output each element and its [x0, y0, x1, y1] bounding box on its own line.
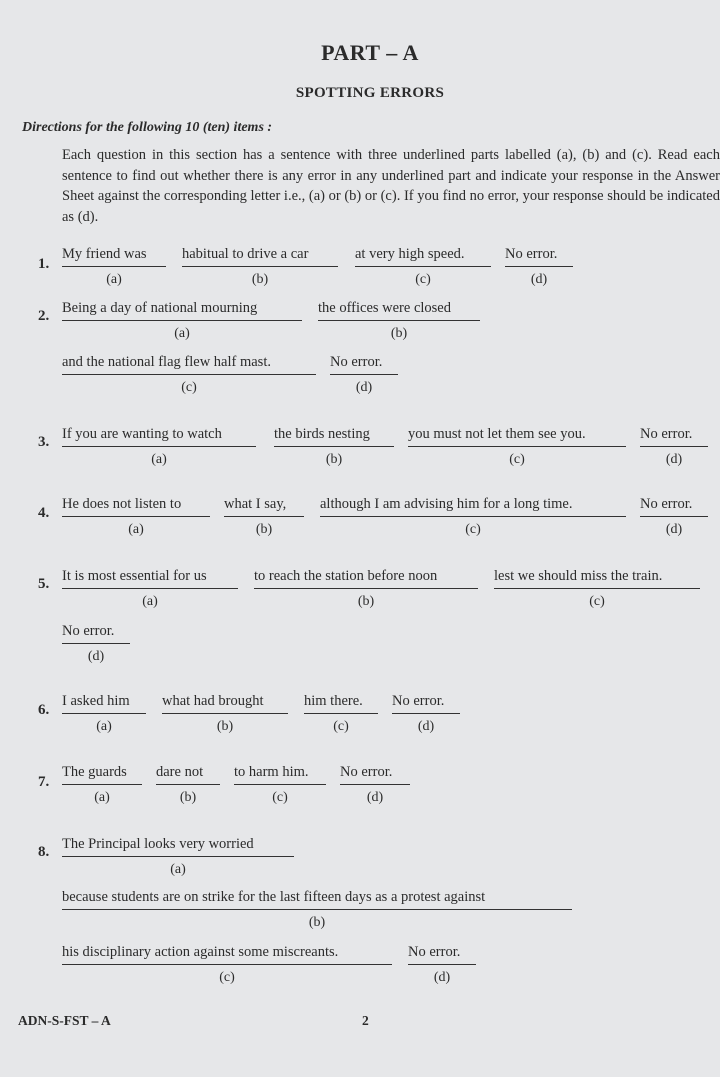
part-label-b: (b)	[390, 326, 408, 341]
question-part-b: the birds nesting	[274, 426, 394, 447]
page-number: 2	[362, 1013, 369, 1028]
part-label-d: (d)	[366, 790, 384, 805]
part-title: PART – A	[321, 40, 419, 65]
question-number: 7.	[38, 774, 50, 790]
question-number: 5.	[38, 576, 50, 592]
question-part-c: to harm him.	[234, 764, 326, 785]
question-part-a: I asked him	[62, 693, 146, 714]
question-part-c: at very high speed.	[355, 246, 491, 267]
question-number: 3.	[38, 434, 50, 450]
part-label-c: (c)	[415, 272, 431, 287]
part-label-b: (b)	[308, 915, 326, 930]
question-part-b: what had brought	[162, 693, 288, 714]
part-label-c: (c)	[272, 790, 288, 805]
question-part-d: No error.	[640, 426, 708, 447]
part-label-b: (b)	[251, 272, 269, 287]
part-label-c: (c)	[465, 522, 481, 537]
question-part-d: No error.	[640, 496, 708, 517]
question-part-d: No error.	[392, 693, 460, 714]
question-part-b: because students are on strike for the last fifteen days as a protest against	[62, 889, 572, 910]
question-part-c: although I am advising him for a long time.	[320, 496, 626, 517]
question-part-a: Being a day of national mourning	[62, 300, 302, 321]
part-label-d: (d)	[665, 452, 683, 467]
part-label-d: (d)	[530, 272, 548, 287]
part-label-d: (d)	[433, 970, 451, 985]
section-title: SPOTTING ERRORS	[295, 85, 445, 101]
part-label-a: (a)	[106, 272, 122, 287]
question-part-a: The Principal looks very worried	[62, 836, 294, 857]
part-label-c: (c)	[509, 452, 525, 467]
part-label-b: (b)	[179, 790, 197, 805]
question-part-d: No error.	[408, 944, 476, 965]
part-label-b: (b)	[357, 594, 375, 609]
question-part-c: you must not let them see you.	[408, 426, 626, 447]
part-label-a: (a)	[128, 522, 144, 537]
part-label-a: (a)	[142, 594, 158, 609]
part-label-d: (d)	[665, 522, 683, 537]
question-part-b: to reach the station before noon	[254, 568, 478, 589]
question-number: 8.	[38, 844, 50, 860]
question-part-d: No error.	[505, 246, 573, 267]
question-part-c: and the national flag flew half mast.	[62, 354, 316, 375]
question-part-d: No error.	[62, 623, 130, 644]
question-part-c: him there.	[304, 693, 378, 714]
question-part-a: He does not listen to	[62, 496, 210, 517]
part-label-c: (c)	[181, 380, 197, 395]
question-number: 2.	[38, 308, 50, 324]
question-part-a: The guards	[62, 764, 142, 785]
part-label-a: (a)	[94, 790, 110, 805]
question-part-b: dare not	[156, 764, 220, 785]
part-label-c: (c)	[219, 970, 235, 985]
question-part-d: No error.	[330, 354, 398, 375]
question-part-b: habitual to drive a car	[182, 246, 338, 267]
part-label-c: (c)	[589, 594, 605, 609]
footer-code: ADN-S-FST – A	[18, 1013, 111, 1028]
question-part-a: If you are wanting to watch	[62, 426, 256, 447]
question-part-b: the offices were closed	[318, 300, 480, 321]
question-number: 4.	[38, 505, 50, 521]
question-part-d: No error.	[340, 764, 410, 785]
directions-heading: Directions for the following 10 (ten) items :	[22, 120, 273, 135]
question-part-a: It is most essential for us	[62, 568, 238, 589]
part-label-a: (a)	[170, 862, 186, 877]
directions-text: Each question in this section has a sentence with three underlined parts labelled (a), (b) and (c). Read each sentence to find out whether there is any error in any underlined part and indicate your response in the Answer Sheet against the corresponding letter i.e., (a) or (b) or (c). If you find no error, your response should be indicated as (d).	[62, 147, 720, 225]
part-label-c: (c)	[333, 719, 349, 734]
question-part-c: his disciplinary action against some miscreants.	[62, 944, 392, 965]
part-label-b: (b)	[216, 719, 234, 734]
part-label-d: (d)	[355, 380, 373, 395]
part-label-d: (d)	[417, 719, 435, 734]
part-label-a: (a)	[174, 326, 190, 341]
part-label-a: (a)	[151, 452, 167, 467]
part-label-b: (b)	[325, 452, 343, 467]
question-number: 1.	[38, 256, 50, 272]
question-part-c: lest we should miss the train.	[494, 568, 700, 589]
question-part-a: My friend was	[62, 246, 166, 267]
part-label-a: (a)	[96, 719, 112, 734]
part-label-d: (d)	[87, 649, 105, 664]
question-number: 6.	[38, 702, 50, 718]
question-part-b: what I say,	[224, 496, 304, 517]
part-label-b: (b)	[255, 522, 273, 537]
